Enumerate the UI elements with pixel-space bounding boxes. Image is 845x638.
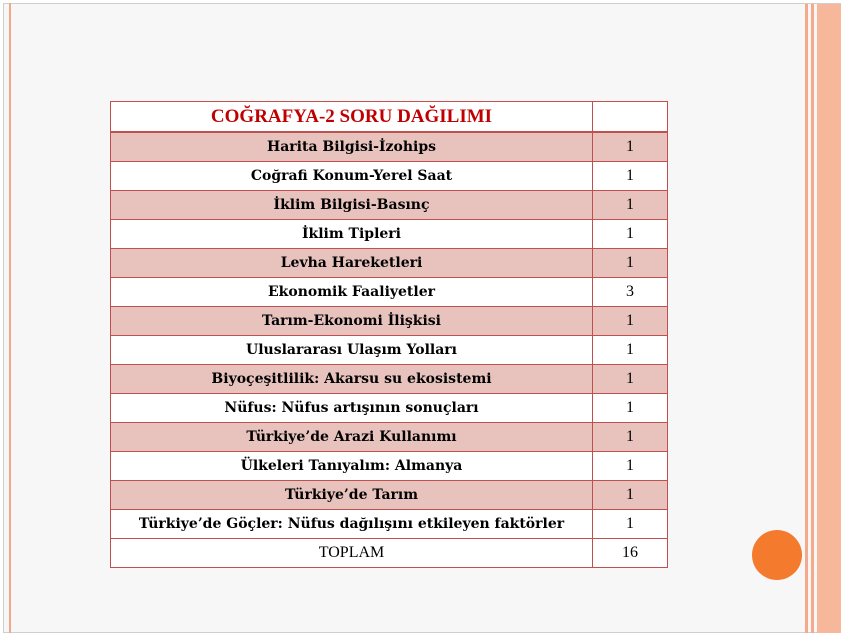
table-row (111, 423, 668, 452)
left-accent-line (9, 3, 11, 633)
total-count: 16 (593, 539, 668, 568)
question-distribution-table (110, 101, 668, 568)
topic-cell: Uluslararası Ulaşım Yolları (111, 336, 593, 365)
table-row (111, 365, 668, 394)
count-cell: 1 (593, 132, 668, 162)
table-title: COĞRAFYA-2 SORU DAĞILIMI (111, 102, 593, 133)
count-cell: 1 (593, 220, 668, 249)
total-row (111, 539, 668, 568)
count-cell: 1 (593, 394, 668, 423)
topic-cell: Biyoçeşitlilik: Akarsu su ekosistemi (111, 365, 593, 394)
decorative-orange-circle (752, 530, 802, 580)
count-cell: 1 (593, 162, 668, 191)
table-header-row (111, 102, 668, 133)
table-row (111, 336, 668, 365)
count-cell: 1 (593, 510, 668, 539)
count-cell: 1 (593, 307, 668, 336)
right-stripe-wide (817, 4, 841, 633)
table-title-count (593, 102, 668, 133)
topic-cell: Türkiye’de Tarım (111, 481, 593, 510)
count-cell: 1 (593, 191, 668, 220)
count-cell: 1 (593, 423, 668, 452)
count-cell: 1 (593, 481, 668, 510)
count-cell: 3 (593, 278, 668, 307)
table-row (111, 278, 668, 307)
count-cell: 1 (593, 452, 668, 481)
table-row (111, 481, 668, 510)
topic-cell: İklim Bilgisi-Basınç (111, 191, 593, 220)
table-row (111, 220, 668, 249)
table-row (111, 510, 668, 539)
topic-cell: Harita Bilgisi-İzohips (111, 132, 593, 162)
topic-cell: Türkiye’de Arazi Kullanımı (111, 423, 593, 452)
table-row (111, 162, 668, 191)
topic-cell: Ekonomik Faaliyetler (111, 278, 593, 307)
topic-cell: Levha Hareketleri (111, 249, 593, 278)
right-stripe-thin-1 (805, 4, 808, 633)
count-cell: 1 (593, 336, 668, 365)
table-row (111, 394, 668, 423)
table-row (111, 307, 668, 336)
topic-cell: İklim Tipleri (111, 220, 593, 249)
count-cell: 1 (593, 365, 668, 394)
table-row (111, 191, 668, 220)
count-cell: 1 (593, 249, 668, 278)
total-label: TOPLAM (111, 539, 593, 568)
topic-cell: Tarım-Ekonomi İlişkisi (111, 307, 593, 336)
table-row (111, 249, 668, 278)
topic-cell: Türkiye’de Göçler: Nüfus dağılışını etkileyen faktörler (111, 510, 593, 539)
topic-cell: Coğrafi Konum-Yerel Saat (111, 162, 593, 191)
right-stripe-thin-2 (811, 4, 814, 633)
table-row (111, 452, 668, 481)
topic-cell: Ülkeleri Tanıyalım: Almanya (111, 452, 593, 481)
table-row (111, 132, 668, 162)
topic-cell: Nüfus: Nüfus artışının sonuçları (111, 394, 593, 423)
